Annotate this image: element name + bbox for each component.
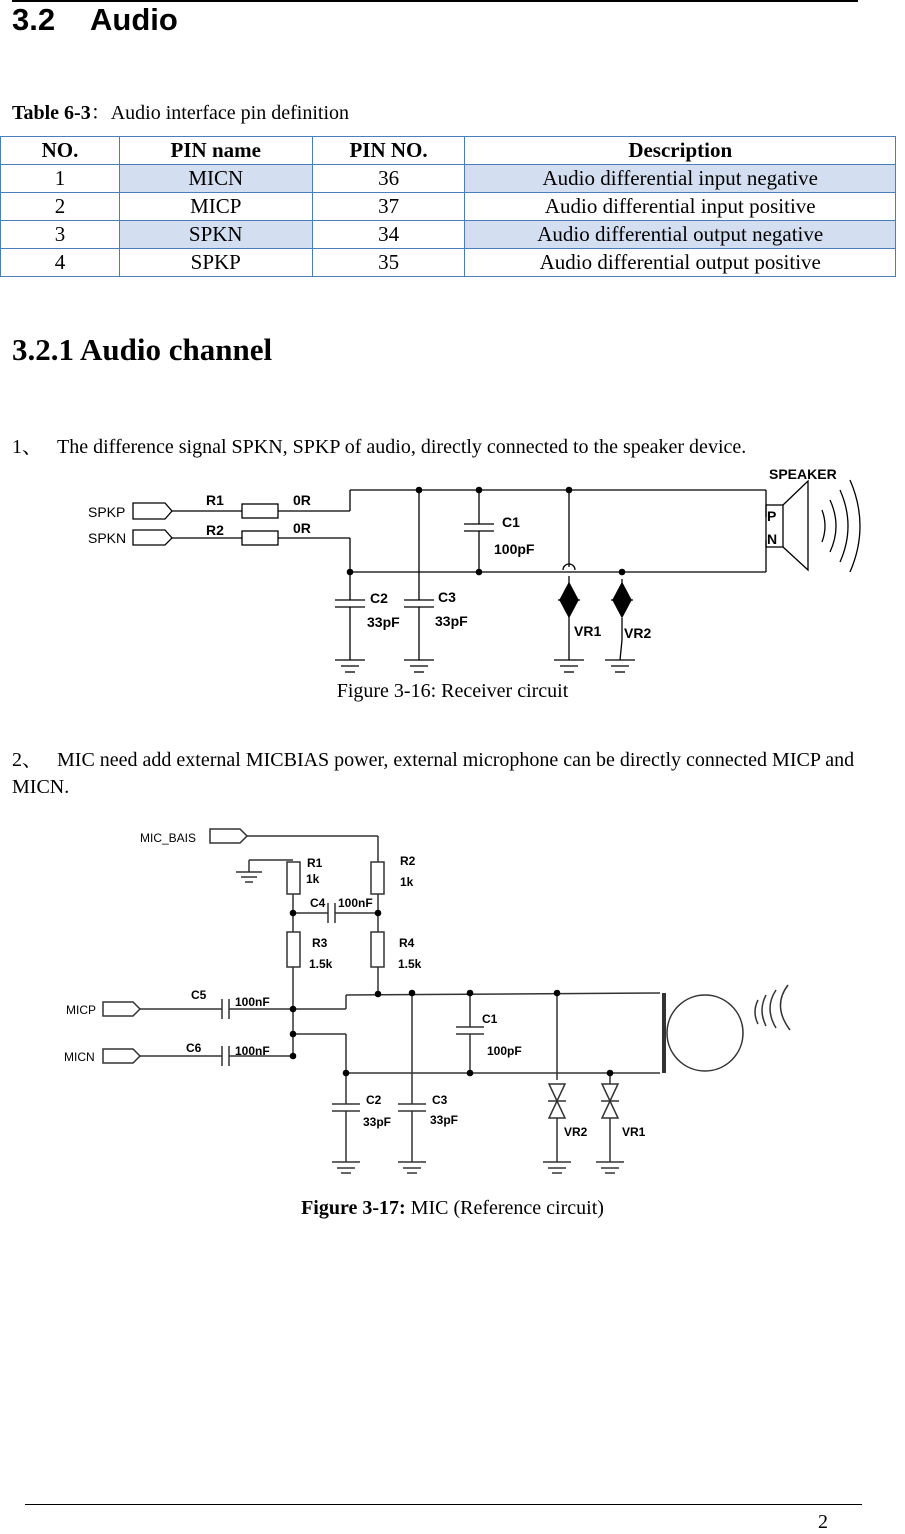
micn-label: MICN xyxy=(64,1050,95,1064)
footer-rule xyxy=(25,1504,862,1505)
c4-value: 100nF xyxy=(338,896,373,910)
c3-value: 33pF xyxy=(430,1113,459,1127)
cell: 37 xyxy=(312,193,465,221)
cell: SPKP xyxy=(119,249,312,277)
cell: SPKN xyxy=(119,221,312,249)
cell: 2 xyxy=(1,193,120,221)
page-number: 2 xyxy=(818,1511,828,1533)
table-header-row xyxy=(1,137,896,165)
r1-value: 1k xyxy=(306,872,320,886)
cell: 34 xyxy=(312,221,465,249)
vr1-label: VR1 xyxy=(622,1125,646,1139)
cell: 4 xyxy=(1,249,120,277)
c6-value: 100nF xyxy=(235,1044,270,1058)
table-row xyxy=(1,165,896,193)
table-row xyxy=(1,193,896,221)
mic-bias-label: MIC_BAIS xyxy=(140,831,197,845)
cell: 3 xyxy=(1,221,120,249)
c3-value: 33pF xyxy=(435,613,468,629)
r4-value: 1.5k xyxy=(398,957,422,971)
cell: 36 xyxy=(312,165,465,193)
header-description: Description xyxy=(465,137,896,165)
c5-label: C5 xyxy=(191,988,207,1002)
receiver-circuit-diagram xyxy=(0,460,905,678)
c1-label: C1 xyxy=(502,514,520,530)
item-1: 1、 The difference signal SPKN, SPKP of audio, directly connected to the speaker device. xyxy=(12,436,747,458)
section-heading: 3.2 Audio xyxy=(12,2,178,37)
r2-label: R2 xyxy=(400,854,416,868)
vr2-label: VR2 xyxy=(564,1125,588,1139)
r4-label: R4 xyxy=(399,936,415,950)
r1-label: R1 xyxy=(206,492,224,508)
cell: Audio differential output positive xyxy=(465,249,896,277)
c1-value: 100pF xyxy=(487,1044,522,1058)
table-caption: Table 6-3：Audio interface pin definition xyxy=(12,102,349,124)
cell: Audio differential input negative xyxy=(465,165,896,193)
vr1-label: VR1 xyxy=(574,623,602,639)
header-pin-no: PIN NO. xyxy=(312,137,465,165)
figure-17-caption: Figure 3-17: MIC (Reference circuit) xyxy=(301,1197,604,1219)
figure-16-caption: Figure 3-16: Receiver circuit xyxy=(336,680,569,702)
cell: MICN xyxy=(119,165,312,193)
header-pin-name: PIN name xyxy=(119,137,312,165)
subsection-heading: 3.2.1 Audio channel xyxy=(12,332,273,367)
micp-label: MICP xyxy=(66,1003,96,1017)
cell: MICP xyxy=(119,193,312,221)
r3-value: 1.5k xyxy=(309,957,333,971)
cell: 35 xyxy=(312,249,465,277)
c2-value: 33pF xyxy=(363,1115,392,1129)
c3-label: C3 xyxy=(438,589,456,605)
spkp-label: SPKP xyxy=(88,504,126,520)
spkn-label: SPKN xyxy=(88,530,127,546)
table-row xyxy=(1,249,896,277)
mic-circuit-diagram xyxy=(0,820,905,1180)
c1-value: 100pF xyxy=(494,541,535,557)
c2-label: C2 xyxy=(366,1093,382,1107)
cell: Audio differential input positive xyxy=(465,193,896,221)
speaker-p-label: P xyxy=(767,508,777,524)
cell: 1 xyxy=(1,165,120,193)
c3-label: C3 xyxy=(432,1093,448,1107)
vr2-label: VR2 xyxy=(624,625,652,641)
pin-table xyxy=(0,136,896,277)
speaker-n-label: N xyxy=(767,531,778,547)
r1-label: R1 xyxy=(307,856,323,870)
c5-value: 100nF xyxy=(235,995,270,1009)
speaker-label: SPEAKER xyxy=(769,466,837,482)
c2-label: C2 xyxy=(370,590,388,606)
r2-value: 0R xyxy=(293,520,311,536)
r3-label: R3 xyxy=(312,936,328,950)
c4-label: C4 xyxy=(310,896,326,910)
header-no: NO. xyxy=(1,137,120,165)
item-2: 2、 MIC need add external MICBIAS power, external microphone can be directly connected MICP and MICN. xyxy=(12,749,855,798)
cell: Audio differential output negative xyxy=(465,221,896,249)
r2-label: R2 xyxy=(206,522,224,538)
r1-value: 0R xyxy=(293,492,311,508)
r2-value: 1k xyxy=(400,875,414,889)
table-row xyxy=(1,221,896,249)
c1-label: C1 xyxy=(482,1012,498,1026)
c2-value: 33pF xyxy=(367,614,400,630)
c6-label: C6 xyxy=(186,1041,202,1055)
